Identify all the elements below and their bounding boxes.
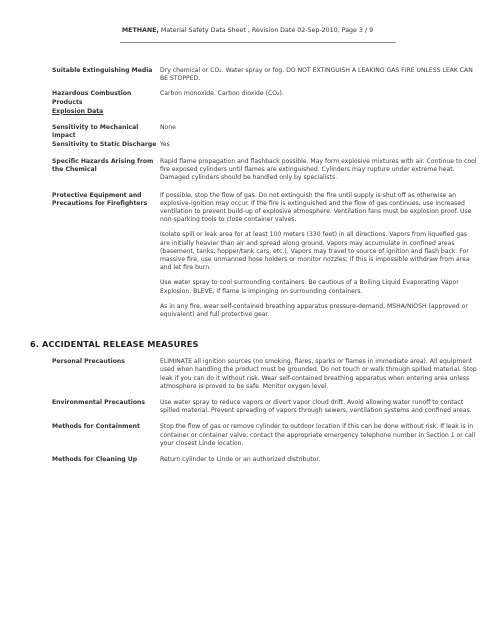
specific-hazards-label: Specific Hazards Arising from the Chemical <box>52 158 154 174</box>
specific-hazards-value: Rapid flame propagation and flashback possible. May form explosive mixtures with air. Continue to cool fire exposed cylinders until flames are extinguished. Cylinders may rupture under extreme heat. Damaged cylinders should be handled only by specialists. <box>160 158 477 182</box>
static-discharge-label: Sensitivity to Static Discharge <box>52 140 157 148</box>
extinguishing-media-row <box>30 67 473 83</box>
combustion-products-label: Hazardous Combustion Products <box>52 90 132 106</box>
static-discharge-value: Yes <box>160 140 170 148</box>
explosion-data-heading: Explosion Data <box>52 107 104 115</box>
mechanical-impact-label: Sensitivity to Mechanical Impact <box>52 123 139 139</box>
environmental-precautions-value: Use water spray to reduce vapors or divert vapor cloud drift. Avoid allowing water runoff to contact spilled material. Prevent spreading of vapors through sewers, ventilation systems and confined areas. <box>160 399 472 415</box>
page-header <box>0 27 495 34</box>
header-details: Material Safety Data Sheet , Revision Date 02-Sep-2010, Page 3 / 9 <box>158 27 374 34</box>
isolate-spill-paragraph: Isolate spill or leak area for at least 100 meters (330 feet) in all directions. Vapors from liquefied gas are initially heavier than air and spread along ground. Vapors may accumulate in confined areas (basement, tanks, hopper/tank cars, etc.). Vapors may travel to source of ignition and flash back. For massive fire, use unmanned hose holders or monitor nozzles; if this is impossible withdraw from area and let fire burn. <box>160 231 470 272</box>
protective-equipment-row <box>30 192 470 225</box>
environmental-precautions-label: Environmental Precautions <box>52 399 145 407</box>
containment-methods-value: Stop the flow of gas or remove cylinder to outdoor location if this can be done without risk. If leak is in container or container valve, contact the appropriate emergency telephone number in Section 1 or call your closest Linde location. <box>160 423 476 447</box>
personal-precautions-value: ELIMINATE all ignition sources (no smoking, flares, sparks or flames in immediate area). All equipment used when handling the product must be grounded. Do not touch or walk through spilled material. Stop leak if you can do it without risk. Wear self-contained breathing apparatus when entering area unless atmosphere is proved to be safe. Monitor oxygen level. <box>160 358 477 390</box>
containment-methods-label: Methods for Containment <box>52 423 140 431</box>
document-body <box>30 67 477 464</box>
combustion-products-row <box>30 90 470 106</box>
personal-precautions-row <box>30 358 477 391</box>
cleaning-methods-value: Return cylinder to Linde or an authorized distributor. <box>160 456 321 464</box>
cleaning-methods-row <box>30 456 470 464</box>
environmental-precautions-row <box>30 399 470 415</box>
combustion-products-value: Carbon monoxide. Carbon dioxide (CO₂). <box>160 90 284 98</box>
static-discharge-row <box>30 141 470 149</box>
specific-hazards-row <box>30 158 477 183</box>
mechanical-impact-row <box>30 123 470 139</box>
protective-equipment-label: Protective Equipment and Precautions for Firefighters <box>52 191 148 207</box>
extinguishing-media-value: Dry chemical or CO₂. Water spray or fog. DO NOT EXTINGUISH A LEAKING GAS FIRE UNLESS LEAK CAN BE STOPPED. <box>160 67 473 83</box>
water-spray-paragraph: Use water spray to cool surrounding containers. Be cautious of a Boiling Liquid Evaporating Vapor Explosion, BLEVE, if flame is impinging on surrounding containers. <box>160 279 459 295</box>
product-name: METHANE, <box>121 27 159 34</box>
mechanical-impact-value: None <box>160 123 176 131</box>
containment-methods-row <box>30 423 476 448</box>
section-6-title: 6. ACCIDENTAL RELEASE MEASURES <box>30 339 199 350</box>
breathing-apparatus-paragraph: As in any fire, wear self-contained breathing apparatus pressure-demand, MSHA/NIOSH (approved or equivalent) and full protective gear. <box>160 302 468 319</box>
personal-precautions-label: Personal Precautions <box>52 358 125 366</box>
extinguishing-media-label: Suitable Extinguishing Media <box>52 67 153 74</box>
header-divider <box>120 42 396 43</box>
protective-equipment-value: If possible, stop the flow of gas. Do not extinguish the fire until supply is shut off as otherwise an explosive-ignition may occur. If the fire is extinguished and the flow of gas continues, use increased ventilation to prevent build-up of explosive atmosphere. Ventilation fans must be explosion proof. Use non-sparking tools to close container valves. <box>160 191 472 224</box>
cleaning-methods-label: Methods for Cleaning Up <box>52 456 138 464</box>
